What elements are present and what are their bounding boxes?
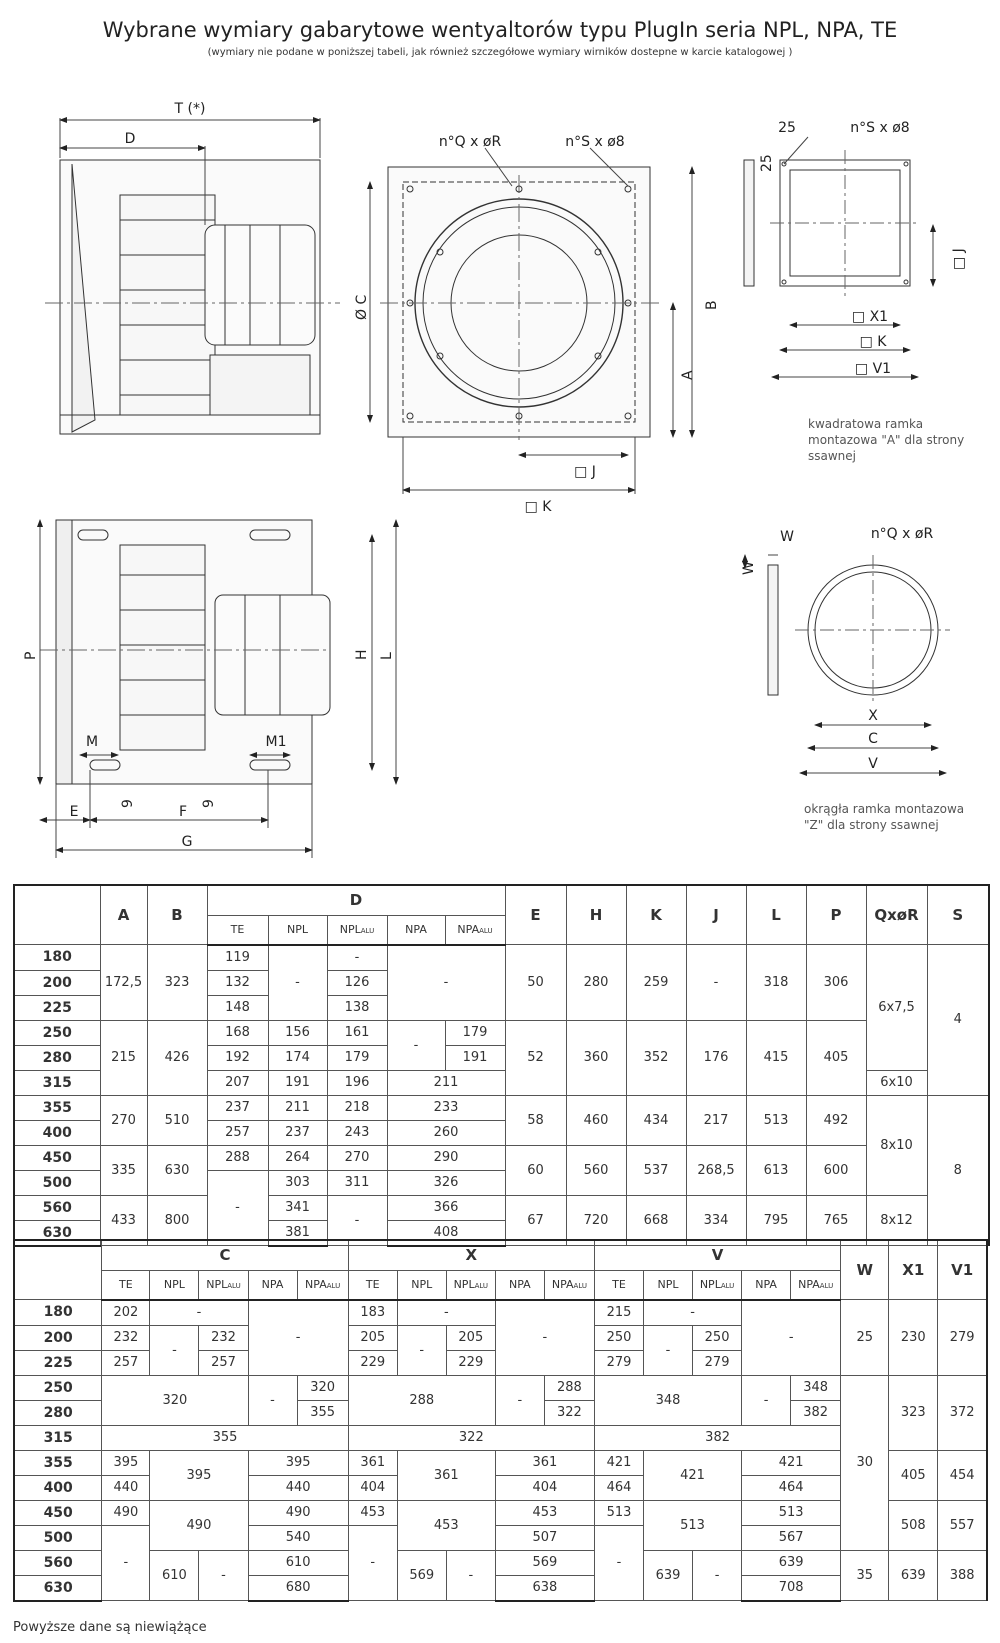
table-cell: 610: [150, 1550, 199, 1601]
table-cell: 279: [938, 1300, 987, 1376]
table-cell: 508: [889, 1500, 938, 1550]
table-cell: 229: [348, 1350, 397, 1375]
table-cell: TE: [348, 1270, 397, 1300]
table-cell: 232: [199, 1325, 248, 1350]
table-cell: 230: [889, 1300, 938, 1376]
dim-label-x1: □ X1: [851, 309, 889, 325]
table-cell: 433: [100, 1195, 147, 1246]
table-cell: B: [147, 885, 207, 945]
dim-label-25b: 25: [759, 154, 775, 172]
table-cell: -: [327, 1195, 387, 1246]
table-cell: -: [644, 1300, 742, 1326]
table-cell: 303: [268, 1170, 327, 1195]
table-cell: -: [199, 1550, 248, 1601]
table-cell: 464: [594, 1475, 643, 1500]
table-cell: 569: [397, 1550, 446, 1601]
table-cell: NPA: [248, 1270, 297, 1300]
table-cell: 205: [348, 1325, 397, 1350]
table-cell: -: [387, 1020, 445, 1070]
table-cell: 191: [445, 1045, 505, 1070]
table-cell: 395: [150, 1450, 248, 1500]
table-cell: 50: [505, 945, 566, 1021]
table-cell: 215: [594, 1300, 643, 1326]
dim-label-e: E: [69, 804, 79, 820]
table-cell: 680: [248, 1575, 348, 1601]
table-cell: 557: [938, 1500, 987, 1550]
dim-label-x: X: [868, 708, 878, 724]
table-cell: 35: [841, 1550, 889, 1601]
table-cell: V1: [938, 1240, 987, 1300]
table-row: [14, 945, 989, 971]
table-cell: NPAALU: [297, 1270, 348, 1300]
table-cell: 156: [268, 1020, 327, 1045]
table-cell: 211: [268, 1095, 327, 1120]
table-cell: -: [102, 1525, 150, 1601]
table-cell: -: [327, 945, 387, 971]
table-cell: 233: [387, 1095, 505, 1120]
dim-label-w2: W: [741, 561, 757, 575]
table-cell: -: [495, 1300, 594, 1376]
table-cell: NPLALU: [693, 1270, 742, 1300]
table-cell: 205: [446, 1325, 495, 1350]
table-cell: 306: [806, 945, 866, 1021]
table-cell: X: [348, 1240, 594, 1270]
table-cell: 490: [248, 1500, 348, 1525]
table-cell: 382: [791, 1400, 841, 1425]
table-cell: 708: [742, 1575, 841, 1601]
table-cell: [14, 885, 100, 945]
table-cell: 225: [14, 1350, 102, 1375]
table-cell: 639: [889, 1550, 938, 1601]
table-cell: 453: [495, 1500, 594, 1525]
table-cell: 257: [102, 1350, 150, 1375]
table-cell: 434: [626, 1095, 686, 1145]
table-cell: 440: [102, 1475, 150, 1500]
table-cell: [14, 1240, 102, 1300]
table-cell: 161: [327, 1020, 387, 1045]
dimensions-table-2: [13, 1239, 988, 1602]
table-cell: V: [594, 1240, 840, 1270]
table-cell: C: [102, 1240, 348, 1270]
table-row: [14, 1375, 987, 1400]
dim-label-m: M: [85, 734, 99, 750]
table-cell: 513: [594, 1500, 643, 1525]
table-cell: 229: [446, 1350, 495, 1375]
dim-label-s8b: n°S x ø8: [850, 120, 910, 136]
table-cell: 200: [14, 1325, 102, 1350]
table-cell: 510: [147, 1095, 207, 1145]
table-cell: 513: [742, 1500, 841, 1525]
table-cell: 395: [102, 1450, 150, 1475]
table-cell: NPL: [150, 1270, 199, 1300]
dim-label-f: F: [178, 804, 188, 820]
table-cell: 138: [327, 995, 387, 1020]
dim-label-qr: n°Q x øR: [438, 134, 502, 150]
table-cell: 450: [14, 1145, 100, 1170]
table-cell: 192: [207, 1045, 268, 1070]
table-cell: 400: [14, 1120, 100, 1145]
table-cell: 348: [791, 1375, 841, 1400]
table-cell: 279: [594, 1350, 643, 1375]
table-cell: QxøR: [866, 885, 927, 945]
table-row: [14, 1240, 987, 1270]
table-cell: NPA: [387, 915, 445, 945]
dim-label-t: T (*): [174, 101, 206, 117]
table-cell: 8x12: [866, 1195, 927, 1246]
dim-label-a: A: [680, 370, 696, 380]
dim-label-j: □ J: [574, 464, 596, 480]
table-cell: 360: [566, 1020, 626, 1095]
table-cell: -: [644, 1325, 693, 1375]
table-cell: 52: [505, 1020, 566, 1095]
table-cell: 537: [626, 1145, 686, 1195]
table-cell: 168: [207, 1020, 268, 1045]
table-cell: NPAALU: [445, 915, 505, 945]
table-cell: 613: [746, 1145, 806, 1195]
table-cell: 795: [746, 1195, 806, 1246]
table-cell: W: [841, 1240, 889, 1300]
table-cell: 237: [207, 1095, 268, 1120]
table-cell: L: [746, 885, 806, 945]
table-cell: 257: [207, 1120, 268, 1145]
table-cell: -: [397, 1300, 495, 1326]
dim-label-9b: 9: [201, 799, 217, 808]
table-cell: 405: [889, 1450, 938, 1500]
table-cell: 318: [746, 945, 806, 1021]
table-cell: -: [742, 1300, 841, 1376]
table-cell: 243: [327, 1120, 387, 1145]
table-cell: 341: [268, 1195, 327, 1220]
table-cell: 288: [544, 1375, 594, 1400]
table-cell: 326: [387, 1170, 505, 1195]
table-cell: 453: [348, 1500, 397, 1525]
table-cell: 361: [495, 1450, 594, 1475]
dim-label-m1: M1: [265, 734, 287, 750]
table-cell: 279: [693, 1350, 742, 1375]
dim-label-k: □ K: [524, 499, 552, 515]
table-cell: 180: [14, 1300, 102, 1326]
table-cell: 460: [566, 1095, 626, 1145]
table-cell: 148: [207, 995, 268, 1020]
table-cell: 180: [14, 945, 100, 971]
table-cell: 315: [14, 1425, 102, 1450]
table-cell: 176: [686, 1020, 746, 1095]
dim-label-p: P: [23, 651, 39, 660]
table-cell: 408: [387, 1220, 505, 1246]
table-cell: 270: [100, 1095, 147, 1145]
table-cell: 30: [841, 1375, 889, 1550]
table-row: [14, 1145, 989, 1170]
table-cell: 126: [327, 970, 387, 995]
table-cell: 58: [505, 1095, 566, 1145]
dim-label-l: L: [379, 652, 395, 660]
table-cell: H: [566, 885, 626, 945]
table-cell: J: [686, 885, 746, 945]
table-cell: K: [626, 885, 686, 945]
table-cell: 569: [495, 1550, 594, 1575]
table-cell: 361: [348, 1450, 397, 1475]
table-cell: 260: [387, 1120, 505, 1145]
table-cell: S: [927, 885, 989, 945]
table-cell: 720: [566, 1195, 626, 1246]
table-cell: 6x7,5: [866, 945, 927, 1071]
table-cell: -: [693, 1550, 742, 1601]
table-cell: 464: [742, 1475, 841, 1500]
round-frame-view: [768, 555, 950, 705]
table-cell: 610: [248, 1550, 348, 1575]
table-cell: 335: [100, 1145, 147, 1195]
table-cell: 400: [14, 1475, 102, 1500]
table-cell: 450: [14, 1500, 102, 1525]
table-cell: 320: [297, 1375, 348, 1400]
table-cell: NPA: [742, 1270, 791, 1300]
dim-label-h: H: [354, 649, 370, 660]
table-cell: 60: [505, 1145, 566, 1195]
table-cell: 290: [387, 1145, 505, 1170]
dim-label-d: D: [124, 131, 136, 147]
table-cell: NPL: [268, 915, 327, 945]
dim-label-k2: □ K: [859, 334, 887, 350]
table-cell: 560: [14, 1195, 100, 1220]
table-cell: 218: [327, 1095, 387, 1120]
table-row: [14, 1095, 989, 1120]
table-cell: 490: [102, 1500, 150, 1525]
page-subtitle: (wymiary nie podane w poniższej tabeli, jak również szczegółowe wymiary wirników dostepne w karcie katalogowej ): [207, 47, 793, 58]
table-cell: 8: [927, 1095, 989, 1246]
table-cell: 415: [746, 1020, 806, 1095]
table-cell: 513: [644, 1500, 742, 1550]
table-cell: -: [150, 1325, 199, 1375]
side-view-top: [45, 160, 340, 434]
table-cell: E: [505, 885, 566, 945]
table-cell: -: [446, 1550, 495, 1601]
table-cell: 250: [14, 1020, 100, 1045]
table-cell: 395: [248, 1450, 348, 1475]
table-cell: 388: [938, 1550, 987, 1601]
table-cell: -: [397, 1325, 446, 1375]
table-cell: 215: [100, 1020, 147, 1095]
table-cell: 454: [938, 1450, 987, 1500]
table-row: [14, 1550, 987, 1575]
table-cell: 513: [746, 1095, 806, 1145]
table-cell: 507: [495, 1525, 594, 1550]
table-cell: 355: [297, 1400, 348, 1425]
table-cell: 361: [397, 1450, 495, 1500]
dim-label-c2: C: [868, 731, 878, 747]
table-cell: 453: [397, 1500, 495, 1550]
table-cell: 421: [644, 1450, 742, 1500]
table-cell: 500: [14, 1170, 100, 1195]
table-cell: 202: [102, 1300, 150, 1326]
table-cell: 600: [806, 1145, 866, 1195]
table-cell: 638: [495, 1575, 594, 1601]
table-cell: X1: [889, 1240, 938, 1300]
table-cell: 25: [841, 1300, 889, 1376]
table-cell: 322: [544, 1400, 594, 1425]
table-cell: 268,5: [686, 1145, 746, 1195]
table-cell: 191: [268, 1070, 327, 1095]
dim-label-j2: □ J: [951, 248, 967, 270]
table-cell: 405: [806, 1020, 866, 1095]
table-cell: 207: [207, 1070, 268, 1095]
table-cell: 355: [102, 1425, 348, 1450]
table-cell: 257: [199, 1350, 248, 1375]
table-cell: 323: [889, 1375, 938, 1450]
table-cell: 630: [14, 1220, 100, 1246]
table-cell: A: [100, 885, 147, 945]
table-cell: 6x10: [866, 1070, 927, 1095]
table-cell: 259: [626, 945, 686, 1021]
table-cell: -: [248, 1300, 348, 1376]
dim-label-25a: 25: [778, 120, 796, 136]
dimensions-table-1: [13, 884, 990, 1247]
table-cell: 250: [14, 1375, 102, 1400]
side-view-bottom: [40, 520, 330, 784]
table-cell: 67: [505, 1195, 566, 1246]
table-cell: 421: [742, 1450, 841, 1475]
table-cell: -: [207, 1170, 268, 1246]
table-cell: NPL: [644, 1270, 693, 1300]
table-cell: -: [268, 945, 327, 1021]
table-row: [14, 1195, 989, 1220]
table-cell: 288: [207, 1145, 268, 1170]
table-cell: -: [742, 1375, 791, 1425]
table-cell: 492: [806, 1095, 866, 1145]
dim-label-qr2: n°Q x øR: [870, 526, 934, 542]
table-cell: 639: [742, 1550, 841, 1575]
table-cell: 322: [348, 1425, 594, 1450]
table-cell: NPLALU: [446, 1270, 495, 1300]
table-cell: 630: [14, 1575, 102, 1601]
table-cell: 280: [14, 1400, 102, 1425]
table-cell: 232: [102, 1325, 150, 1350]
table-cell: 372: [938, 1375, 987, 1450]
dim-label-g: G: [181, 834, 193, 850]
table-cell: 381: [268, 1220, 327, 1246]
table-cell: 440: [248, 1475, 348, 1500]
table-cell: NPAALU: [791, 1270, 841, 1300]
table-cell: 225: [14, 995, 100, 1020]
table-cell: 217: [686, 1095, 746, 1145]
table-cell: -: [348, 1525, 397, 1601]
table-cell: 264: [268, 1145, 327, 1170]
table-cell: 280: [14, 1045, 100, 1070]
table-cell: 404: [495, 1475, 594, 1500]
table-cell: 567: [742, 1525, 841, 1550]
dim-label-w: W: [780, 529, 794, 545]
table-cell: 280: [566, 945, 626, 1021]
table-cell: 8x10: [866, 1095, 927, 1195]
table-cell: 334: [686, 1195, 746, 1246]
table-cell: -: [686, 945, 746, 1021]
table-cell: 237: [268, 1120, 327, 1145]
table-cell: TE: [594, 1270, 643, 1300]
table-cell: 382: [594, 1425, 840, 1450]
table-cell: 320: [102, 1375, 248, 1425]
table-cell: 172,5: [100, 945, 147, 1021]
table-cell: 355: [14, 1095, 100, 1120]
table-cell: 132: [207, 970, 268, 995]
table-cell: 639: [644, 1550, 693, 1601]
table-cell: 630: [147, 1145, 207, 1195]
table-cell: 500: [14, 1525, 102, 1550]
table-cell: 366: [387, 1195, 505, 1220]
table-cell: TE: [102, 1270, 150, 1300]
dim-label-s8: n°S x ø8: [565, 134, 625, 150]
table-cell: 765: [806, 1195, 866, 1246]
table-cell: 490: [150, 1500, 248, 1550]
table-cell: TE: [207, 915, 268, 945]
table-cell: 421: [594, 1450, 643, 1475]
table-row: [14, 885, 989, 915]
table-cell: D: [207, 885, 505, 915]
table-cell: 179: [445, 1020, 505, 1045]
table-cell: 211: [387, 1070, 505, 1095]
table-cell: 119: [207, 945, 268, 971]
dim-label-b: B: [704, 300, 720, 310]
table-cell: 183: [348, 1300, 397, 1326]
table-cell: NPLALU: [327, 915, 387, 945]
table-cell: -: [495, 1375, 544, 1425]
table-cell: 288: [348, 1375, 495, 1425]
table-cell: -: [594, 1525, 643, 1601]
dim-label-v1: □ V1: [854, 361, 892, 377]
note-square-frame: kwadratowa ramka montazowa "A" dla strony ssawnej: [808, 417, 965, 463]
table-cell: 250: [594, 1325, 643, 1350]
table-cell: -: [387, 945, 505, 1021]
front-view-top: [380, 167, 660, 440]
table-cell: 355: [14, 1450, 102, 1475]
table-cell: 196: [327, 1070, 387, 1095]
table-cell: 426: [147, 1020, 207, 1095]
table-cell: -: [150, 1300, 248, 1326]
dim-label-v: V: [868, 756, 878, 772]
table-cell: 560: [14, 1550, 102, 1575]
dim-label-c: Ø C: [354, 294, 370, 320]
table-cell: 348: [594, 1375, 741, 1425]
note-round-frame: okrągła ramka montazowa "Z" dla strony ssawnej: [804, 802, 965, 832]
table-cell: 540: [248, 1525, 348, 1550]
table-row: [14, 1020, 989, 1045]
table-row: [14, 1300, 987, 1326]
table-cell: 668: [626, 1195, 686, 1246]
table-cell: 311: [327, 1170, 387, 1195]
table-cell: 404: [348, 1475, 397, 1500]
dim-label-9a: 9: [120, 799, 136, 808]
table-cell: 4: [927, 945, 989, 1096]
table-cell: NPL: [397, 1270, 446, 1300]
table-cell: -: [248, 1375, 297, 1425]
disclaimer-footer: Powyższe dane są niewiążące: [13, 1620, 207, 1635]
table-cell: 270: [327, 1145, 387, 1170]
table-cell: 250: [693, 1325, 742, 1350]
table-cell: 179: [327, 1045, 387, 1070]
table-cell: P: [806, 885, 866, 945]
page-title: Wybrane wymiary gabarytowe wentyaltorów typu PlugIn seria NPL, NPA, TE: [102, 18, 898, 42]
table-cell: 800: [147, 1195, 207, 1246]
table-cell: 315: [14, 1070, 100, 1095]
table-cell: 174: [268, 1045, 327, 1070]
table-cell: 352: [626, 1020, 686, 1095]
table-cell: NPA: [495, 1270, 544, 1300]
table-cell: NPLALU: [199, 1270, 248, 1300]
table-cell: 560: [566, 1145, 626, 1195]
table-cell: 200: [14, 970, 100, 995]
table-cell: 323: [147, 945, 207, 1021]
table-cell: NPAALU: [544, 1270, 594, 1300]
